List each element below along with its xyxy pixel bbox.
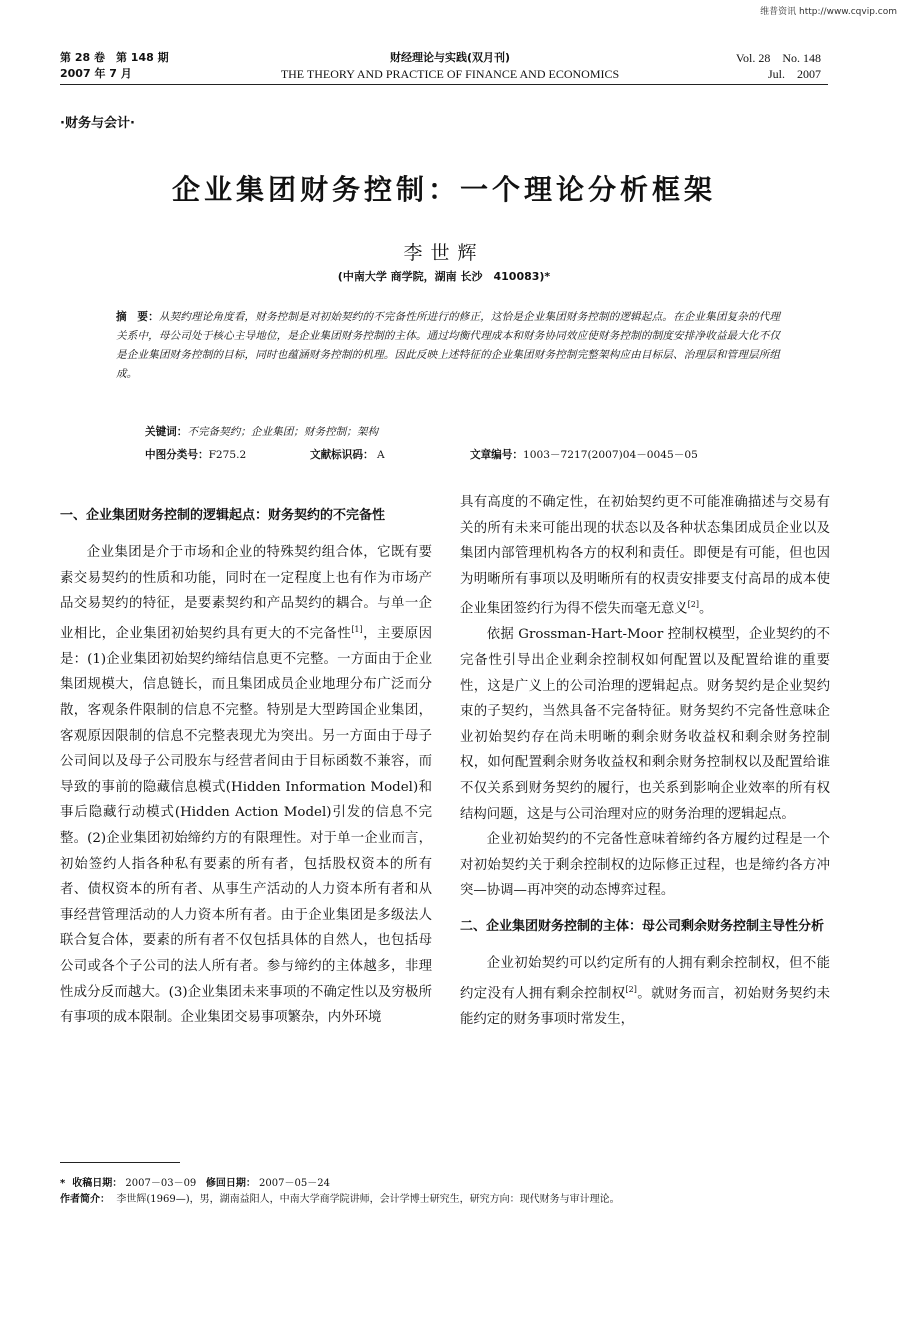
classification-label: 中图分类号： bbox=[145, 449, 209, 461]
article-title: 企业集团财务控制：一个理论分析框架 bbox=[171, 173, 716, 206]
abstract-text: 从契约理论角度看，财务控制是对初始契约的不完备性所进行的修正，这恰是企业集团财务控制的逻辑起点。在企业集团复杂的代理关系中，母公司处于核心主导地位，是企业集团财务控制的主体。通过均衡代理成本和财务协同效应使财务控制的制度安排净收益最大化不仅是企业集团财务控制的目标，同时也蕴涵财务控制的机理。因此反映上述特征的企业集团财务控制完整架构应由目标层、治理层和管理层所组成。 bbox=[116, 311, 781, 380]
column-tag: ·财务与会计· bbox=[60, 116, 135, 131]
header-rule bbox=[60, 84, 828, 85]
paragraph-text: 具有高度的不确定性，在初始契约更不可能准确描述与交易有关的所有未来可能出现的状态以及各种状态集团成员企业以及集团内部管理机构各方的权利和责任。即便是有可能，但也因为明晰所有事项以及明晰所有的权责安排要支付高昂的成本使企业集团签约行为得不偿失而毫无意义 bbox=[460, 495, 830, 617]
footnote-rule bbox=[60, 1162, 180, 1163]
watermark: 维普资讯 http://www.cqvip.com bbox=[760, 7, 897, 17]
paragraph-text: 。 bbox=[698, 601, 713, 617]
paragraph bbox=[460, 490, 830, 622]
abstract-label: 摘 要： bbox=[116, 311, 159, 323]
author-affiliation: (中南大学 商学院，湖南 长沙 410083)* bbox=[337, 270, 551, 283]
date-cn: 2007 年 7 月 bbox=[60, 67, 132, 80]
issue-info-en bbox=[736, 50, 821, 82]
paragraph: 依据 Grossman-Hart-Moor 控制权模型，企业契约的不完备性引导出企业剩余控制权如何配置以及配置给谁的重要性，这是广义上的公司治理的逻辑起点。财务契约是企业契约束的子契约，当然具备不完备特征。财务契约不完备性意味企业初始契约存在尚未明晰的剩余财务收益权和剩余财务控制权，如何配置剩余财务收益权和剩余财务控制权以及配置给谁不仅关系到财务契约的履行，也关系到影响企业效率的所有权结构问题，这是与公司治理对应的财务治理的逻辑起点。 bbox=[460, 627, 830, 822]
bio-text: 李世辉(1969—)，男，湖南益阳人，中南大学商学院讲师，会计学博士研究生，研究方向：现代财务与审计理论。 bbox=[116, 1194, 620, 1205]
received-date: 2007－03－09 bbox=[125, 1178, 197, 1189]
reference-mark: [2] bbox=[625, 984, 637, 994]
classification bbox=[145, 447, 246, 462]
footnote-bio bbox=[60, 1192, 620, 1208]
paragraph bbox=[460, 951, 830, 1032]
document-code-value: A bbox=[376, 449, 385, 461]
article-number bbox=[470, 447, 698, 462]
body-left-column bbox=[60, 503, 432, 1031]
revised-date: 2007－05－24 bbox=[259, 1178, 330, 1189]
reference-mark: [2] bbox=[687, 600, 699, 610]
paragraph-text: 。就财务而言，初始财务契约未能约定的财务事项时常发生， bbox=[460, 986, 831, 1027]
abstract bbox=[116, 308, 780, 384]
revised-label: 修回日期： bbox=[205, 1178, 256, 1189]
document-code-label: 文献标识码： bbox=[310, 449, 374, 461]
received-label: 收稿日期： bbox=[72, 1178, 123, 1189]
footnote-dates: * 收稿日期： 2007－03－09 修回日期： 2007－05－24 bbox=[60, 1178, 330, 1189]
paragraph: 企业初始契约的不完备性意味着缔约各方履约过程是一个对初始契约关于剩余控制权的边际修正过程，也是缔约各方冲突—协调—再冲突的动态博弈过程。 bbox=[460, 832, 830, 899]
article-number-label: 文章编号： bbox=[470, 449, 523, 461]
body-right-column bbox=[460, 490, 830, 1032]
paragraph-text: 企业集团是介于市场和企业的特殊契约组合体，它既有要素交易契约的性质和功能，同时在一定程度上也有作为市场产品交易契约的特征，是要素契约和产品契约的耦合。与单一企业相比，企业集团初始契约具有更大的不完备性 bbox=[60, 545, 432, 642]
paragraph-text: 企业初始契约可以约定所有的人拥有剩余控制权，但不能约定没有人拥有剩余控制权 bbox=[460, 955, 830, 1002]
volume-cn: 第 28 卷 第 148 期 bbox=[60, 51, 169, 64]
volume-en: Vol. 28 No. 148 bbox=[735, 51, 821, 65]
author-name: 李世辉 bbox=[403, 242, 485, 264]
section-1-heading: 一、企业集团财务控制的逻辑起点：财务契约的不完备性 bbox=[60, 508, 386, 523]
journal-name-cn: 财经理论与实践(双月刊) bbox=[389, 51, 511, 64]
journal-name-en: THE THEORY AND PRACTICE OF FINANCE AND ECONOMICS bbox=[280, 67, 620, 81]
reference-mark: [1] bbox=[351, 624, 363, 634]
keywords bbox=[145, 424, 378, 439]
article-number-value: 1003－7217(2007)04－0045－05 bbox=[522, 449, 698, 461]
section-2-heading: 二、企业集团财务控制的主体：母公司剩余财务控制主导性分析 bbox=[460, 918, 825, 934]
paragraph bbox=[60, 540, 432, 1031]
paragraph-text: ，主要原因是：(1)企业集团初始契约缔结信息更不完整。一方面由于企业集团规模大，信息链长，而且集团成员企业地理分布广泛而分散，客观条件限制的信息不完整。特别是大型跨国企业集团，客观原因限制的信息不完整表现尤为突出。另一方面由于母子公司间以及母子公司股东与经营者间由于目标函数不兼容，而导致的事前的隐藏信息模式(Hidden Information Model)和事后隐藏行动模式(Hidden Action Model)引发的信息不完整。(2)企业集团初始缔约方的有限理性。对于单一企业而言，初始签约人指各种私有要素的所有者，包括股权资本的所有者、债权资本的所有者、从事生产活动的人力资本所有者和从事经营管理活动的人力资本所有者。由于企业集团是多级法人联合复合体，要素的所有者不仅包括具体的自然人，也包括母公司或各个子公司的法人所有者。参与缔约的主体越多，非理性成分反而越大。(3)企业集团未来事项的不确定性以及穷极所有事项的成本限制。企业集团交易事项繁杂，内外环境 bbox=[60, 626, 433, 1026]
issue-info-cn bbox=[60, 50, 169, 82]
keywords-label: 关键词： bbox=[145, 426, 188, 438]
journal-name bbox=[210, 50, 690, 82]
keywords-text: 不完备契约；企业集团；财务控制；架构 bbox=[187, 426, 379, 438]
document-code bbox=[310, 447, 385, 462]
classification-value: F275.2 bbox=[208, 449, 247, 461]
bio-label: 作者简介： bbox=[60, 1194, 110, 1205]
date-en: Jul. 2007 bbox=[767, 67, 821, 81]
